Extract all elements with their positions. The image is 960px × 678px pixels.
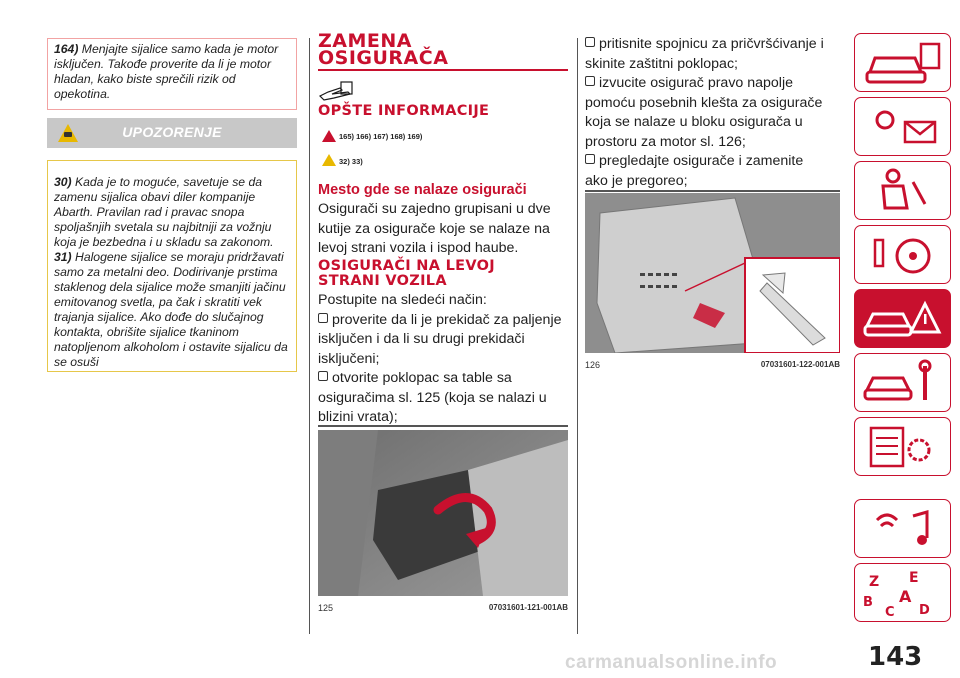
nav-safety[interactable] xyxy=(854,161,951,220)
figure-126-caption xyxy=(585,360,840,372)
svg-text:E: E xyxy=(909,570,919,586)
list-item: otvorite poklopac sa table sa osiguračima sl. 125 (koja se nalazi u blizini vrata); xyxy=(318,370,547,425)
figure-126-image xyxy=(585,193,840,353)
figure-125-caption xyxy=(318,603,568,615)
svg-text:C: C xyxy=(885,605,895,620)
figure-126-rule xyxy=(585,190,840,192)
technical-data-icon xyxy=(855,418,950,475)
nav-car-info[interactable] xyxy=(854,33,951,92)
hand-manual-icon xyxy=(318,80,354,102)
list-item: pritisnite spojnicu za pričvršćivanje i skinite zaštitni poklopac; xyxy=(585,36,824,72)
danger-references: 165) 166) 167) 168) 169) xyxy=(339,132,423,141)
maintenance-icon xyxy=(855,354,950,411)
title-underline xyxy=(318,69,568,71)
figure-125-rule xyxy=(318,425,568,427)
figure-code: 07031601-122-001AB xyxy=(760,360,840,369)
subsection-title: OPŠTE INFORMACIJE xyxy=(318,103,490,119)
nav-multimedia[interactable] xyxy=(854,499,951,558)
column-divider xyxy=(309,38,310,634)
svg-text:D: D xyxy=(919,603,930,618)
column-divider xyxy=(577,38,578,634)
procedure-intro: Postupite na sledeći način: xyxy=(318,292,487,308)
list-item: proverite da li je prekidač za paljenje isključen i da li su drugi prekidači isključeni; xyxy=(318,311,562,367)
note-number: 30) xyxy=(54,175,72,189)
section-title: ZAMENA OSIGURAČA xyxy=(318,30,449,69)
svg-text:B: B xyxy=(863,595,873,610)
emergency-icon xyxy=(855,290,950,347)
dashboard-lights-icon xyxy=(855,98,950,155)
checkbox-bullet-icon xyxy=(585,76,595,86)
note-text: Kada je to moguće, savetuje se da zamenu sijalica obavi diler kompanije Abarth. Pravilan rad i pravac snopa spoljašnjih svetala su najbitniji za vožnju koja je bezbedna i u skladu sa zakonom. xyxy=(54,175,274,249)
nav-technical-data[interactable] xyxy=(854,417,951,476)
note-text: Halogene sijalice se moraju pridržavati samo za metalni deo. Dodirivanje prstima staklenog dela sijalice može smanjiti jačinu emitovanog svetla, pa čak i skratiti vek trajanja sijalice. Ako dođe do slučajnog kontakta, obrišite sijalice tkaninom natopljenom alkoholom i ostavite sijalicu da se osuši xyxy=(54,250,288,369)
banner-label: UPOZORENJE xyxy=(122,124,222,140)
warning-banner xyxy=(47,118,297,148)
caution-notes-box xyxy=(47,160,297,372)
note-text: Menjajte sijalice samo kada je motor isključen. Takođe proverite da li je motor hladan, kako biste sprečili rizik od opekotina. xyxy=(54,42,279,101)
svg-text:A: A xyxy=(899,587,912,606)
figure-125-image xyxy=(318,430,568,596)
figure-number: 125 xyxy=(318,603,334,613)
note-number: 164) xyxy=(54,42,79,56)
svg-text:Z: Z xyxy=(869,574,880,590)
procedure-text xyxy=(318,291,564,428)
nav-maintenance[interactable] xyxy=(854,353,951,412)
checkbox-bullet-icon xyxy=(585,154,595,164)
warning-note-164 xyxy=(47,38,297,110)
list-item: izvucite osigurač pravo napolje pomoću posebnih klešta za osigurače koja se nalaze u bloku osigurača u prostoru za motor sl. 126; xyxy=(585,75,823,150)
nav-emergency[interactable] xyxy=(854,289,951,348)
danger-triangle-icon xyxy=(322,130,336,142)
caution-triangle-icon xyxy=(322,154,336,166)
safety-seat-icon xyxy=(855,162,950,219)
car-info-icon xyxy=(855,34,950,91)
checkbox-bullet-icon xyxy=(585,37,595,47)
checkbox-bullet-icon xyxy=(318,371,328,381)
index-icon xyxy=(855,564,950,621)
page-number: 143 xyxy=(868,642,923,672)
figure-number: 126 xyxy=(585,360,601,370)
checkbox-bullet-icon xyxy=(318,313,328,323)
location-heading: Mesto gde se nalaze osigurači xyxy=(318,182,527,198)
start-driving-icon xyxy=(855,226,950,283)
nav-start-driving[interactable] xyxy=(854,225,951,284)
figure-code: 07031601-121-001AB xyxy=(488,603,568,612)
list-item: pregledajte osigurače i zamenite ako je pregoreo; xyxy=(585,153,804,189)
left-side-fuses-heading: OSIGURAČI NA LEVOJ STRANI VOZILA xyxy=(318,258,495,289)
watermark: carmanualsonline.info xyxy=(565,652,778,673)
multimedia-icon xyxy=(855,500,950,557)
location-paragraph: Osigurači su zajedno grupisani u dve kutije za osigurače koje se nalaze na levoj strani vozila i ispod haube. xyxy=(318,201,551,256)
nav-index[interactable] xyxy=(854,563,951,622)
note-number: 31) xyxy=(54,250,72,264)
nav-dashboard-lights[interactable] xyxy=(854,97,951,156)
caution-references: 32) 33) xyxy=(339,157,363,166)
procedure-continued xyxy=(585,35,830,191)
